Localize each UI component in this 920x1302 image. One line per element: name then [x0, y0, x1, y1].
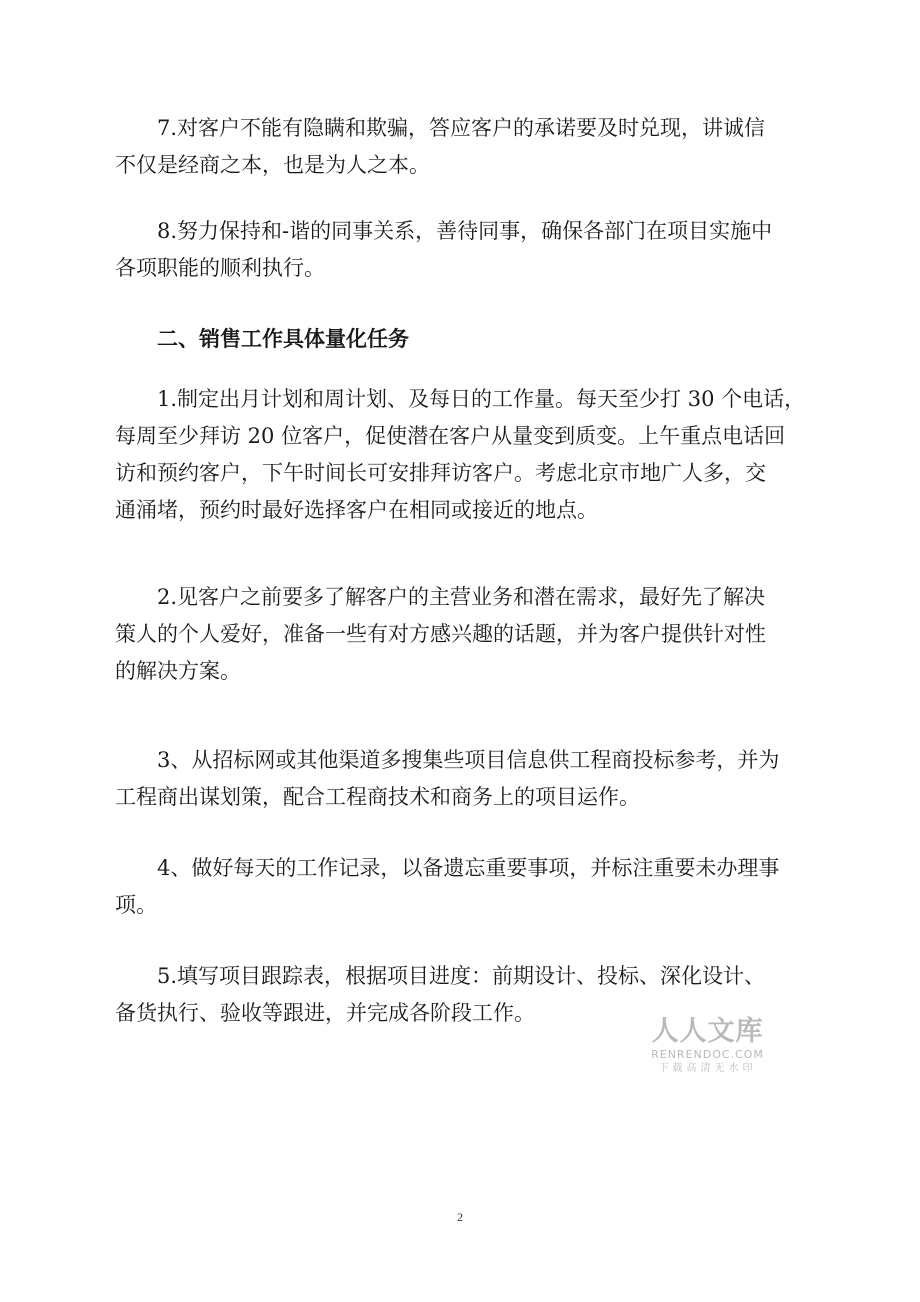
- paragraph-line: 策人的个人爱好，准备一些有对方感兴趣的话题，并为客户提供针对性: [115, 622, 766, 646]
- page-number: 2: [457, 1210, 463, 1224]
- paragraph-8: [115, 213, 815, 287]
- watermark-tagline: 下载高清无水印: [658, 1063, 757, 1074]
- paragraph-line: 每周至少拜访 20 位客户，促使潜在客户从量变到质变。上午重点电话回: [115, 424, 786, 448]
- paragraph-line: 4、做好每天的工作记录，以备遗忘重要事项，并标注重要未办理事: [157, 856, 780, 880]
- section-heading-text: 二、销售工作具体量化任务: [157, 327, 409, 351]
- section-heading: [115, 321, 815, 358]
- paragraph-line: 不仅是经商之本，也是为人之本。: [115, 153, 430, 177]
- paragraph-line: 项。: [115, 893, 157, 917]
- paragraph-line: 7.对客户不能有隐瞒和欺骗，答应客户的承诺要及时兑现，讲诚信: [157, 116, 766, 140]
- paragraph-1: [115, 381, 815, 529]
- paragraph-line: 访和预约客户，下午时间长可安排拜访客户。考虑北京市地广人多，交: [115, 461, 766, 485]
- paragraph-line: 3、从招标网或其他渠道多搜集些项目信息供工程商投标参考，并为: [157, 748, 780, 772]
- paragraph-line: 通涌堵，预约时最好选择客户在相同或接近的地点。: [115, 498, 598, 522]
- paragraph-line: 备货执行、验收等跟进，并完成各阶段工作。: [115, 1001, 535, 1025]
- paragraph-line: 8.努力保持和-谐的同事关系，善待同事，确保各部门在项目实施中: [157, 219, 773, 243]
- paragraph-3: [115, 742, 815, 816]
- paragraph-7: [115, 110, 815, 184]
- watermark: [640, 1016, 775, 1076]
- paragraph-2: [115, 579, 815, 690]
- paragraph-line: 的解决方案。: [115, 659, 241, 683]
- paragraph-line: 5.填写项目跟踪表，根据项目进度：前期设计、投标、深化设计、: [157, 964, 766, 988]
- watermark-site: RENRENDOC.COM: [651, 1048, 764, 1061]
- watermark-title: 人人文库: [651, 1016, 764, 1047]
- paragraph-line: 2.见客户之前要多了解客户的主营业务和潜在需求，最好先了解决: [157, 585, 766, 609]
- paragraph-4: [115, 850, 815, 924]
- paragraph-line: 1.制定出月计划和周计划、及每日的工作量。每天至少打 30 个电话，: [157, 387, 806, 411]
- paragraph-line: 各项职能的顺利执行。: [115, 256, 325, 280]
- paragraph-line: 工程商出谋划策，配合工程商技术和商务上的项目运作。: [115, 785, 640, 809]
